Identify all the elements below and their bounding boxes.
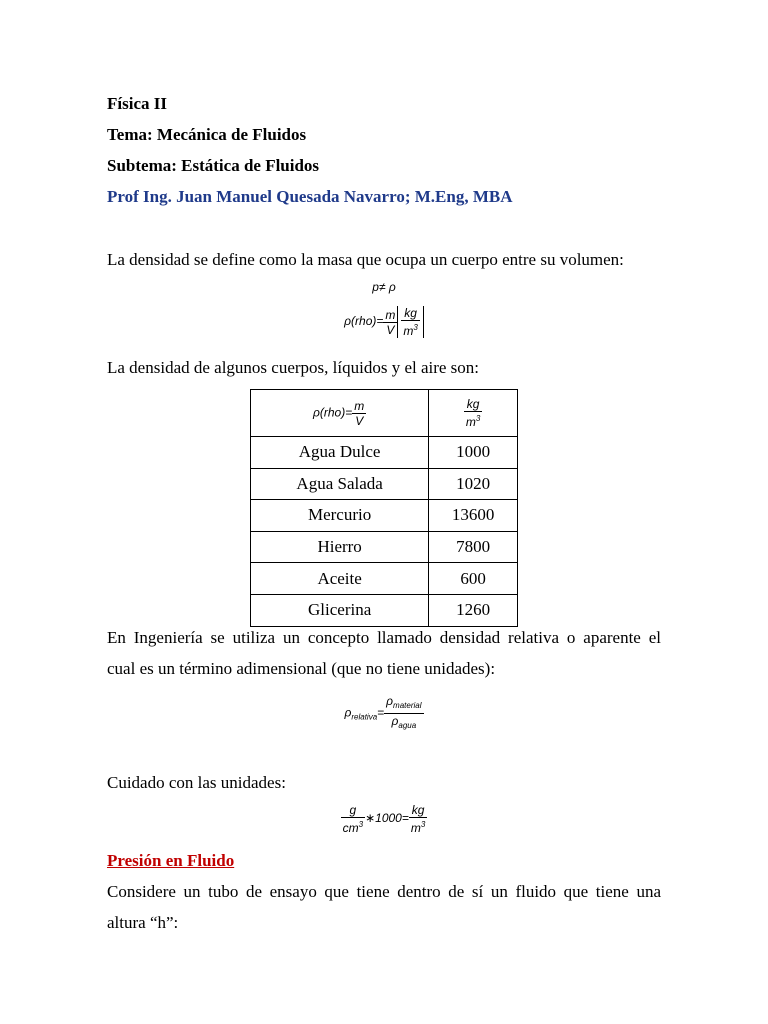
table-cell-name: Mercurio bbox=[251, 500, 429, 532]
table-header-row bbox=[251, 390, 518, 437]
table-row bbox=[251, 531, 518, 563]
table-cell-value: 600 bbox=[429, 563, 518, 595]
table-cell-name: Aceite bbox=[251, 563, 429, 595]
table-header-units: $\frac{kg}{m^3}$ bbox=[429, 390, 518, 437]
table-cell-value: 7800 bbox=[429, 531, 518, 563]
table-cell-value: 13600 bbox=[429, 500, 518, 532]
table-cell-value: 1000 bbox=[429, 437, 518, 469]
table-row bbox=[251, 500, 518, 532]
table-cell-name: Agua Salada bbox=[251, 468, 429, 500]
fraction-m-over-v: $\frac{m}{V}$ bbox=[385, 307, 396, 337]
table-cell-name: Glicerina bbox=[251, 594, 429, 626]
density-list-intro: La densidad de algunos cuerpos, líquidos y el aire son: bbox=[107, 358, 480, 377]
equation-units: $\frac{g}{cm^3}$ ∗1000= $\frac{kg}{m^3}$ bbox=[342, 803, 426, 835]
table-cell-name: Hierro bbox=[251, 531, 429, 563]
table-row bbox=[251, 437, 518, 469]
density-definition: La densidad se define como la masa que ocupa un cuerpo entre su volumen: bbox=[107, 250, 624, 269]
table-row bbox=[251, 563, 518, 595]
density-table bbox=[250, 389, 518, 627]
relative-density-line-1: En Ingeniería se utiliza un concepto llamado densidad relativa o aparente el bbox=[107, 628, 661, 647]
equation-neq: p≠ ρ bbox=[372, 280, 396, 294]
course-title: Física II bbox=[107, 94, 167, 113]
pressure-heading: Presión en Fluido bbox=[107, 851, 235, 870]
table-row bbox=[251, 594, 518, 626]
pressure-line-2: altura “h”: bbox=[107, 913, 179, 932]
professor-line: Prof Ing. Juan Manuel Quesada Navarro; M.Eng, MBA bbox=[107, 187, 513, 206]
equation-relative-density: $\rho_{relativa}=$ $\frac{\rho_{material}}{\rho_{agua}}$ bbox=[344, 694, 422, 730]
relative-density-line-2: cual es un término adimensional (que no tiene unidades): bbox=[107, 659, 496, 678]
table-header-formula: ρ(rho)= $\frac{m}{V}$ bbox=[251, 390, 429, 437]
topic-line: Tema: Mecánica de Fluidos bbox=[107, 125, 307, 144]
pressure-line-1: Considere un tubo de ensayo que tiene dentro de sí un fluido que tiene una bbox=[107, 882, 661, 901]
subtopic-line: Subtema: Estática de Fluidos bbox=[107, 156, 320, 175]
equation-density: ρ(rho)= $\frac{m}{V}$ $\frac{kg}{m^3}$ bbox=[0, 306, 768, 338]
table-row bbox=[251, 468, 518, 500]
table-cell-name: Agua Dulce bbox=[251, 437, 429, 469]
units-caution: Cuidado con las unidades: bbox=[107, 773, 286, 792]
unit-bracket: $\frac{kg}{m^3}$ bbox=[397, 306, 423, 338]
table-cell-value: 1020 bbox=[429, 468, 518, 500]
table-cell-value: 1260 bbox=[429, 594, 518, 626]
